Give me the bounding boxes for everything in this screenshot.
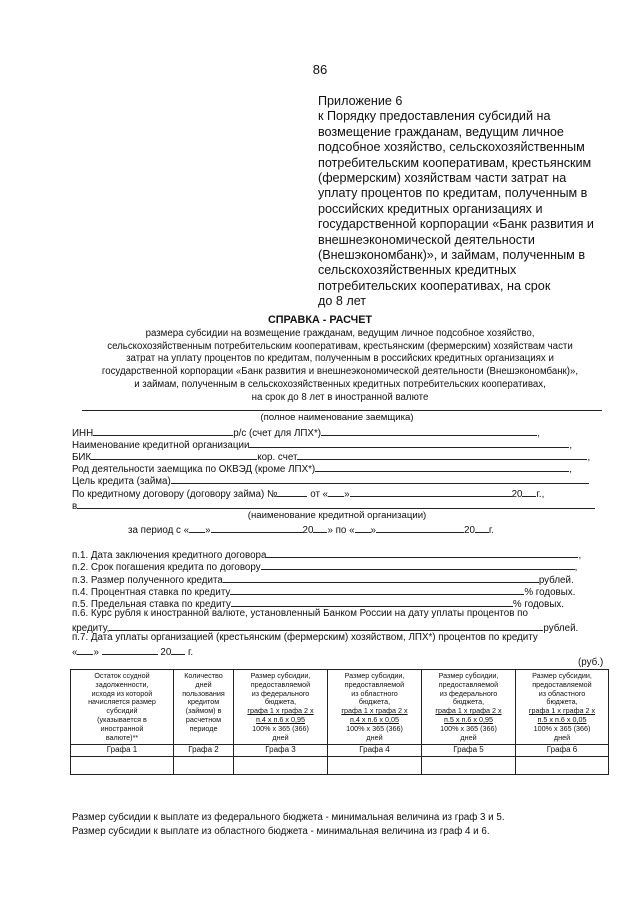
period-from-day-field[interactable] bbox=[189, 522, 205, 533]
header-line: Количество bbox=[184, 671, 223, 680]
header-line: пользования bbox=[182, 688, 225, 698]
inn-label: ИНН bbox=[72, 428, 94, 439]
appendix-line: государственной корпорации «Банк развития и bbox=[318, 217, 594, 232]
purpose-row bbox=[72, 473, 589, 486]
appendix-line: уплату процентов по кредитам, полученным в bbox=[318, 186, 588, 201]
header-cell-4 bbox=[328, 670, 422, 745]
subtitle-line: и займам, полученным в сельскохозяйственных кредитных потребительских кооперативах, bbox=[134, 378, 546, 390]
appendix-line: подсобное хозяйство, сельскохозяйственным bbox=[318, 140, 585, 155]
formula-denominator: дней bbox=[272, 732, 289, 742]
item-4-unit: % годовых. bbox=[524, 587, 576, 598]
formula-denominator: 100% х 365 (366) bbox=[440, 723, 497, 733]
header-line: расчетном bbox=[185, 714, 222, 724]
item-2 bbox=[72, 559, 577, 572]
inn-field[interactable] bbox=[93, 425, 233, 436]
column-number: Графа 3 bbox=[234, 745, 328, 757]
credit-org-caption: (наименование кредитной организации) bbox=[247, 510, 427, 521]
period-mid: » по « bbox=[327, 525, 355, 536]
item-3-unit: рублей. bbox=[538, 575, 574, 586]
item-3-label: п.3. Размер полученного кредита bbox=[72, 575, 223, 586]
item-6-unit: рублей. bbox=[543, 623, 579, 634]
item-5-field[interactable] bbox=[231, 596, 513, 607]
appendix-header bbox=[318, 94, 618, 310]
item-4-label: п.4. Процентная ставка по кредиту bbox=[72, 587, 231, 598]
formula-denominator: дней bbox=[553, 732, 571, 742]
header-cell-3 bbox=[234, 670, 328, 745]
comma: , bbox=[541, 489, 545, 500]
subtitle-line: государственной корпорации «Банк развития и внешнеэкономической деятельности (Внешэкономбанк)», bbox=[101, 366, 579, 378]
period-to-month-field[interactable] bbox=[376, 522, 464, 533]
agreement-year-field[interactable] bbox=[522, 486, 536, 497]
comma: , bbox=[574, 562, 578, 573]
item-2-field[interactable] bbox=[261, 559, 575, 570]
appendix-line: потребительских кооперативах, на срок bbox=[318, 278, 551, 293]
header-line: бюджета, bbox=[264, 697, 297, 707]
subtitle-line: размера субсидии на возмещение гражданам, ведущим личное подсобное хозяйство, bbox=[145, 328, 535, 339]
table-cell[interactable] bbox=[174, 757, 234, 775]
item-6-field[interactable] bbox=[109, 620, 543, 631]
item-7-year-field[interactable] bbox=[171, 644, 185, 655]
header-line: Размер субсидии, bbox=[250, 671, 311, 680]
comma: , bbox=[587, 452, 591, 463]
appendix-line: возмещение гражданам, ведущим личное bbox=[318, 124, 564, 139]
header-cell-5 bbox=[422, 670, 516, 745]
formula-numerator: п.5 х п.6 х 0,05 bbox=[537, 714, 587, 724]
page-number: 86 bbox=[312, 62, 328, 77]
header-cell-1 bbox=[71, 670, 174, 745]
table-cell[interactable] bbox=[328, 757, 422, 775]
header-line: бюджета, bbox=[546, 697, 578, 707]
formula-denominator: 100% х 365 (366) bbox=[346, 723, 403, 733]
table-cell[interactable] bbox=[516, 757, 609, 775]
comma: , bbox=[537, 428, 540, 439]
table-unit: (руб.) bbox=[578, 657, 604, 668]
kor-label: кор. счет bbox=[257, 452, 298, 463]
header-line: предоставляемой bbox=[438, 679, 499, 689]
subtitle-line: сельскохозяйственным потребительским кооперативам, крестьянским (фермерским) хозяйствам части bbox=[107, 340, 573, 352]
year-suffix: г. bbox=[188, 647, 194, 658]
header-line: (указывается в bbox=[97, 714, 147, 724]
item-6-label-cont: кредиту, bbox=[72, 623, 110, 634]
appendix-line: к Порядку предоставления субсидий на bbox=[318, 109, 551, 124]
header-line: субсидий bbox=[106, 706, 138, 716]
quote-close: » bbox=[370, 525, 376, 536]
appendix-line: потребительским кооперативам, крестьянским bbox=[318, 155, 592, 170]
header-cell-6 bbox=[516, 670, 609, 745]
appendix-line: сельскохозяйственных кредитных bbox=[318, 263, 517, 278]
year-suffix: г. bbox=[488, 525, 495, 536]
bank-name-field[interactable] bbox=[77, 498, 595, 509]
header-line: валюте)** bbox=[105, 732, 139, 742]
item-7-date bbox=[72, 644, 193, 657]
quote-close: » bbox=[93, 647, 99, 658]
header-line: Размер субсидии, bbox=[532, 671, 592, 680]
activity-field[interactable] bbox=[315, 461, 569, 472]
formula-denominator: 100% х 365 (366) bbox=[533, 723, 591, 733]
year-prefix: 20 bbox=[160, 647, 172, 658]
header-line: (займом) в bbox=[185, 706, 222, 716]
header-line: начисляется размер bbox=[88, 697, 156, 707]
note-federal: Размер субсидии к выплате из федерального бюджета - минимальная величина из граф 3 и 5. bbox=[72, 812, 505, 823]
item-3-field[interactable] bbox=[223, 572, 539, 583]
period-from-year-field[interactable] bbox=[313, 522, 327, 533]
quote-open: « bbox=[72, 647, 78, 658]
document-subtitle bbox=[70, 328, 610, 404]
header-line: кредитом bbox=[187, 697, 220, 707]
kor-field[interactable] bbox=[297, 449, 587, 460]
formula-numerator: графа 1 х графа 2 х bbox=[247, 706, 314, 716]
from-label: от « bbox=[310, 489, 329, 500]
year-prefix: 20 bbox=[511, 489, 523, 500]
purpose-field[interactable] bbox=[171, 473, 589, 484]
comma: , bbox=[578, 550, 582, 561]
column-number-row bbox=[71, 745, 609, 757]
period-row bbox=[128, 522, 494, 535]
header-line: бюджета, bbox=[452, 697, 485, 707]
formula-numerator: графа 1 х графа 2 х bbox=[528, 706, 596, 716]
appendix-line: (фермерским) хозяйствам части затрат на bbox=[318, 171, 567, 186]
header-line: из федерального bbox=[439, 688, 498, 698]
header-line: из областного bbox=[351, 688, 398, 698]
year-prefix: 20 bbox=[302, 525, 314, 536]
item-5-label: п.5. Предельная ставка по кредиту bbox=[72, 599, 231, 610]
header-line: иностранной bbox=[100, 723, 144, 733]
purpose-label: Цель кредита (займа) bbox=[72, 476, 171, 487]
period-label: за период с « bbox=[128, 525, 190, 536]
header-line: бюджета, bbox=[358, 697, 391, 707]
formula-numerator: п.4 х п.6 х 0,95 bbox=[256, 714, 305, 724]
table-cell[interactable] bbox=[422, 757, 516, 775]
header-line: дней bbox=[195, 679, 212, 689]
agreement-label: По кредитному договору (договору займа) № bbox=[72, 489, 278, 500]
year-suffix: г. bbox=[536, 489, 542, 500]
table-cell[interactable] bbox=[234, 757, 328, 775]
header-line: Размер субсидии, bbox=[344, 671, 405, 680]
agreement-number-field[interactable] bbox=[277, 486, 307, 497]
formula-denominator: 100% х 365 (366) bbox=[252, 723, 309, 733]
item-7-day-field[interactable] bbox=[77, 644, 93, 655]
formula-numerator: п.4 х п.6 х 0,05 bbox=[350, 714, 399, 724]
quote-close: » bbox=[344, 489, 350, 500]
header-line: предоставляемой bbox=[250, 679, 311, 689]
column-number: Графа 2 bbox=[174, 745, 234, 757]
item-6-label: п.6. Курс рубля к иностранной валюте, установленный Банком России на дату уплаты процентов по bbox=[72, 608, 528, 619]
quote-close: » bbox=[205, 525, 211, 536]
header-line: Остаток ссудной bbox=[94, 671, 150, 680]
formula-numerator: п.5 х п.6 х 0,95 bbox=[444, 714, 493, 724]
table-row bbox=[71, 757, 609, 775]
period-to-day-field[interactable] bbox=[355, 522, 371, 533]
header-line: предоставляемой bbox=[344, 679, 405, 689]
agreement-month-field[interactable] bbox=[350, 486, 512, 497]
item-2-label: п.2. Срок погашения кредита по договору bbox=[72, 562, 261, 573]
header-line: из областного bbox=[538, 688, 586, 698]
header-line: предоставляемой bbox=[532, 679, 592, 689]
in-label: в bbox=[72, 501, 78, 512]
appendix-line: Приложение 6 bbox=[318, 94, 403, 108]
header-line: периоде bbox=[189, 723, 218, 733]
header-line: Размер субсидии, bbox=[438, 671, 499, 680]
table-header-row bbox=[71, 670, 609, 745]
appendix-line: до 8 лет bbox=[318, 294, 367, 309]
item-5-unit: % годовых. bbox=[512, 599, 564, 610]
formula-denominator: дней bbox=[366, 732, 383, 742]
borrower-name-field[interactable] bbox=[82, 410, 602, 411]
document-title: СПРАВКА - РАСЧЕТ bbox=[267, 314, 373, 326]
note-regional: Размер субсидии к выплате из областного бюджета - минимальная величина из граф 4 и 6. bbox=[72, 826, 490, 837]
subtitle-line: на срок до 8 лет в иностранной валюте bbox=[251, 391, 429, 403]
item-7-label: п.7. Дата уплаты организацией (крестьянским (фермерским) хозяйством, ЛПХ*) процентов по кредиту bbox=[72, 632, 538, 643]
borrower-name-caption: (полное наименование заемщика) bbox=[260, 412, 414, 423]
column-number: Графа 4 bbox=[328, 745, 422, 757]
appendix-line: (Внешэкономбанк)», и займам, полученным в bbox=[318, 248, 586, 263]
period-from-month-field[interactable] bbox=[211, 522, 303, 533]
formula-denominator: дней bbox=[460, 732, 477, 742]
year-prefix: 20 bbox=[464, 525, 475, 536]
item-7-month-field[interactable] bbox=[102, 644, 158, 655]
appendix-line: российских кредитных организациях и bbox=[318, 201, 543, 216]
calculation-table bbox=[70, 669, 609, 775]
item-4-field[interactable] bbox=[230, 584, 524, 595]
item-1-label: п.1. Дата заключения кредитного договора bbox=[72, 550, 267, 561]
column-number: Графа 5 bbox=[422, 745, 516, 757]
column-number: Графа 6 bbox=[516, 745, 609, 757]
rs-field[interactable] bbox=[321, 425, 537, 436]
header-line: задолженности, bbox=[95, 679, 149, 689]
header-line: исходя из которой bbox=[91, 688, 153, 698]
agreement-day-field[interactable] bbox=[328, 486, 344, 497]
column-number: Графа 1 bbox=[71, 745, 174, 757]
header-line: из федерального bbox=[251, 688, 310, 698]
formula-numerator: графа 1 х графа 2 х bbox=[435, 706, 502, 716]
comma: , bbox=[569, 440, 573, 451]
bik-field[interactable] bbox=[91, 449, 257, 460]
table-cell[interactable] bbox=[71, 757, 174, 775]
appendix-line: внешнеэкономической деятельности bbox=[318, 232, 535, 247]
bik-label: БИК bbox=[72, 452, 92, 463]
credit-org-label: Наименование кредитной организации bbox=[72, 440, 250, 451]
formula-numerator: графа 1 х графа 2 х bbox=[341, 706, 408, 716]
item-1-field[interactable] bbox=[266, 547, 578, 558]
rs-label: р/с (счет для ЛПХ*) bbox=[233, 428, 322, 439]
subtitle-line: затрат на уплату процентов по кредитам, полученным в российских кредитных организациях и bbox=[126, 353, 554, 365]
period-to-year-field[interactable] bbox=[475, 522, 489, 533]
comma: , bbox=[569, 464, 572, 475]
credit-org-field[interactable] bbox=[249, 437, 569, 448]
activity-label: Род деятельности заемщика по ОКВЭД (кроме ЛПХ*) bbox=[72, 464, 316, 475]
header-cell-2 bbox=[174, 670, 234, 745]
